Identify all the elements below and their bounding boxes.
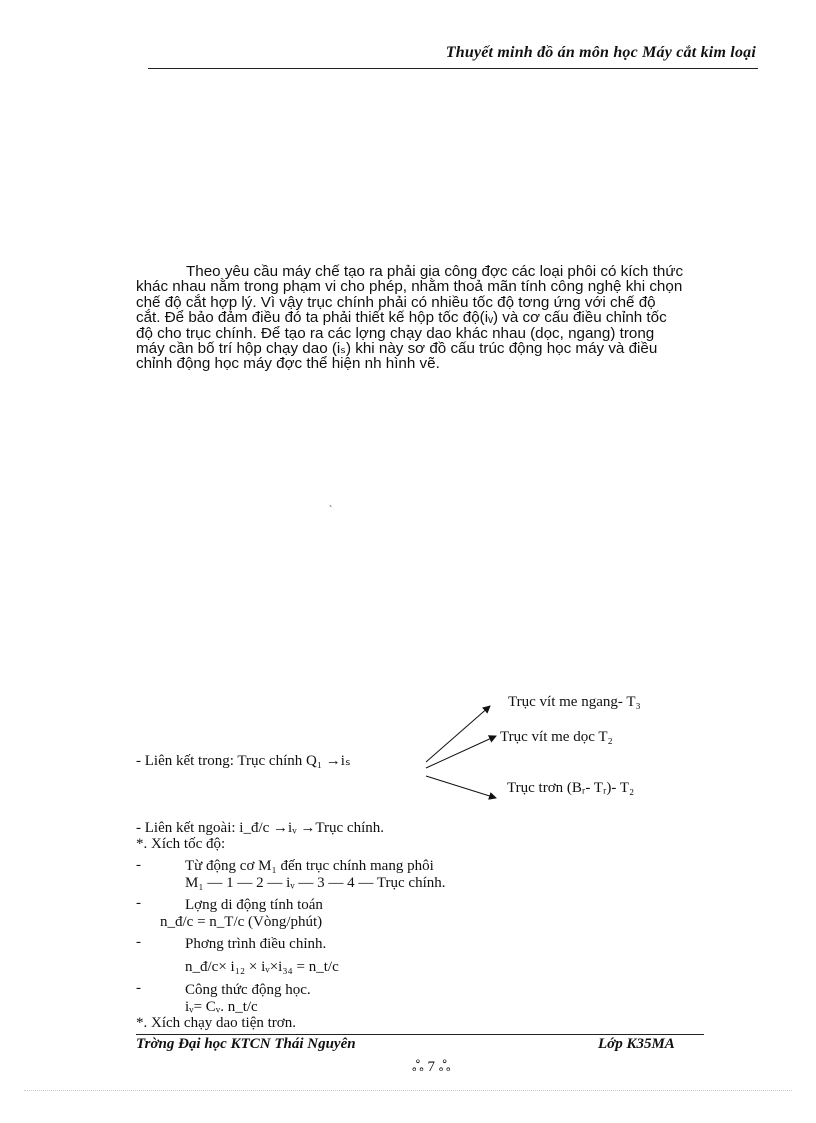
arrow-to-mid (426, 736, 496, 768)
footer-rule (136, 1034, 704, 1035)
arrow-to-bottom (426, 776, 496, 798)
stray-mark: ` (329, 505, 333, 516)
header-title: Thuyết minh đồ án môn học Máy cắt kim loại (445, 44, 756, 61)
bullet-1: - (136, 857, 141, 873)
intro-line-3: chế độ cắt hợp lý. Vì vậy trục chính phải có nhiều tốc độ tơng ứng với chế độ (136, 293, 656, 311)
bullet-3: - (136, 934, 141, 950)
page-number: ஃ 7 ஃ (412, 1059, 451, 1075)
intro-line-7: chỉnh động học máy đợc thể hiện nh hình vẽ. (136, 355, 440, 373)
feed-chain-heading: *. Xích chạy dao tiện trơn. (136, 1015, 296, 1031)
intro-line-5: độ cho trục chính. Để tạo ra các lợng chạy dao khác nhau (dọc, ngang) trong (136, 324, 655, 342)
item-3-text: Phơng trình điều chỉnh. (185, 936, 327, 952)
footer-school: Trờng Đại học KTCN Thái Nguyên (136, 1036, 356, 1052)
intro-line-6: máy cần bố trí hộp chạy dao (iₛ) khi này sơ đồ cấu trúc động học máy và điều (136, 340, 658, 358)
bullet-4: - (136, 980, 141, 996)
item-4-text: Công thức động học. (185, 982, 311, 998)
footer-class: Lớp K35MA (598, 1036, 675, 1052)
intro-line-4: cắt. Để bảo đảm điều đó ta phải thiết kế hộp tốc độ(iᵥ) và cơ cấu điều chỉnh tốc (136, 309, 667, 327)
item-1-formula: M₁ — 1 — 2 — iᵥ — 3 — 4 — Trục chính. (185, 875, 446, 891)
page-bottom-border (24, 1090, 792, 1091)
item-1-text: Từ động cơ M₁ đến trục chính mang phôi (185, 858, 434, 874)
speed-chain-heading: *. Xích tốc độ: (136, 836, 226, 852)
item-2-text: Lợng di động tính toán (185, 897, 323, 913)
intro-line-2: khác nhau nằm trong phạm vi cho phép, nhằm thoả mãn tính công nghệ khi chọn (136, 278, 683, 296)
item-4-formula: iᵥ= Cᵥ. n_t/c (185, 999, 258, 1015)
external-link: - Liên kết ngoài: i_đ/c →iᵥ →Trục chính. (136, 820, 384, 836)
intro-line-1: Theo yêu cầu máy chế tạo ra phải gia công đợc các loại phôi có kích thức (186, 263, 684, 280)
branch-mid: Trục vít me dọc T₂ (500, 729, 613, 745)
item-2-formula: n_đ/c = n_T/c (Vòng/phút) (160, 914, 323, 930)
branch-bottom: Trục trơn (Bᵣ- Tᵣ)- T₂ (507, 780, 635, 796)
branch-top: Trục vít me ngang- T₃ (508, 694, 641, 710)
bullet-2: - (136, 895, 141, 911)
internal-link: - Liên kết trong: Trục chính Q₁ →iₛ (136, 753, 351, 769)
item-3-formula: n_đ/c× i₁₂ × iᵥ×i₃₄ = n_t/c (185, 959, 339, 975)
